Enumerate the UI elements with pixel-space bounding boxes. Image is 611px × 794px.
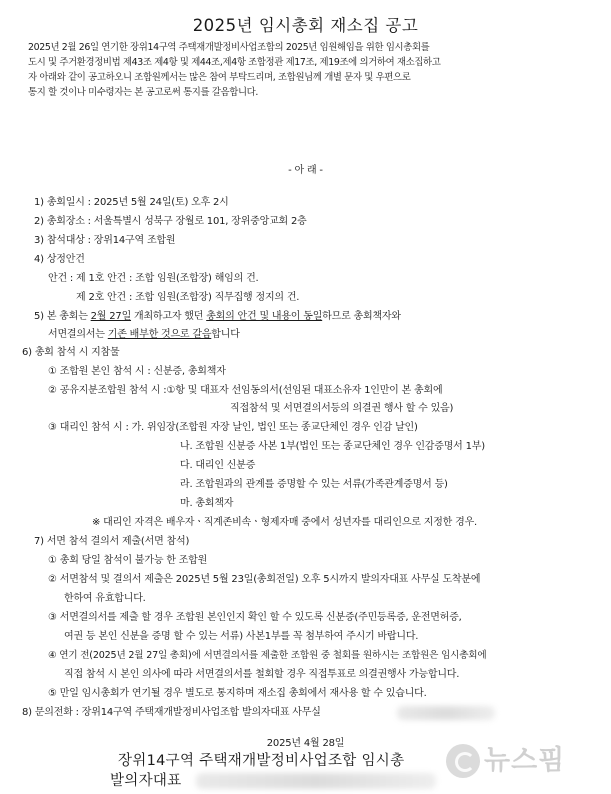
item-6-3-line-3: 다. 대리인 신분증 <box>180 460 256 471</box>
item-6-3-line-1: ③ 대리인 참석 시 : 가. 위임장(조합원 자장 날인, 법인 또는 종교단체인 경우 인감 날인) <box>48 422 418 433</box>
item-6-note: ※ 대리인 자격은 배우자ㆍ직계존비속ㆍ형제자매 중에서 성년자를 대리인으로 지정한 경우. <box>92 517 478 528</box>
item-6-3-line-5: 마. 총회책자 <box>180 498 234 509</box>
item-5-date-underlined: 2월 27일 <box>90 311 132 322</box>
section-heading: - 아 래 - <box>288 165 323 176</box>
intro-line-2: 도시 및 주거환경정비법 제43조 제4항 및 제44조,제4항 조합정관 제17조, 제19조에 의거하여 재소집하고 <box>28 57 441 68</box>
item-5-same-agenda-underlined: 총회의 안건 및 내용이 동일 <box>206 311 323 322</box>
redacted-phone <box>397 706 495 720</box>
watermark-text: 뉴스핌 <box>484 745 566 776</box>
item-5-text: 서면결의서는 <box>48 329 108 340</box>
item-8-contact-text: 8) 문의전화 : 장위14구역 주택재개발정비사업조합 발의자대표 사무실 <box>22 707 321 718</box>
issuer-line-1: 장위14구역 주택재개발정비사업조합 임시총 <box>118 753 405 769</box>
intro-line-1: 2025년 2월 26일 연기한 장위14구역 주택재개발정비사업조합의 2025년 임원해임을 위한 임시총회를 <box>28 42 430 53</box>
item-6-3-line-4: 라. 조합원과의 관계를 증명할 수 있는 서류(가족관계증명서 등) <box>180 479 448 490</box>
newspim-logo-icon <box>446 744 480 778</box>
item-4-agenda: 4) 상정안건 <box>34 254 85 265</box>
item-6-heading: 6) 총회 참석 시 지참물 <box>22 347 120 358</box>
item-5-line-2 <box>48 329 240 341</box>
item-5-existing-underlined: 기존 배부한 것으로 갈음 <box>107 329 212 340</box>
notice-date: 2025년 4월 28일 <box>266 738 345 749</box>
item-6-1: ① 조합원 본인 참석 시 : 신분증, 총회책자 <box>48 366 226 377</box>
agenda-item-1: 안건 : 제 1호 안건 : 조합 임원(조합장) 해임의 건. <box>48 273 259 284</box>
item-7-4-line-1: ④ 연기 전(2025년 2월 27일 총회)에 서면결의서를 제출한 조합원 중 철회를 원하시는 조합원은 임시총회에 <box>48 650 487 661</box>
item-8-contact <box>22 707 321 719</box>
item-3-attendees: 3) 참석대상 : 장위14구역 조합원 <box>34 235 176 246</box>
issuer-line-2: 발의자대표 <box>110 773 182 789</box>
item-6-2-line-1: ② 공유지분조합원 참석 시 :①항 및 대표자 선임동의서(선임된 대표소유자 1인만이 본 총회에 <box>48 385 443 396</box>
item-7-3-line-1: ③ 서면결의서를 제출 할 경우 조합원 본인인지 확인 할 수 있도록 신분증(주민등록증, 운전면허증, <box>48 612 462 623</box>
item-7-4-line-2: 직접 참석 시 본인 의사에 따라 서면결의서를 철회할 경우 직접투표로 의결권행사 가능합니다. <box>64 669 460 680</box>
item-2-venue: 2) 총회장소 : 서울특별시 성북구 장월로 101, 장위중앙교회 2층 <box>34 216 307 227</box>
item-7-1: ① 총회 당일 참석이 불가능 한 조합원 <box>48 555 208 566</box>
item-5-text: 5) 본 총회는 <box>34 311 91 322</box>
watermark <box>446 742 606 786</box>
item-1-datetime: 1) 총회일시 : 2025년 5월 24일(토) 오후 2시 <box>34 197 229 208</box>
redacted-name <box>196 773 436 789</box>
item-5-text: 개최하고자 했던 <box>131 311 207 322</box>
item-6-3-line-2: 나. 조합원 신분증 사본 1부(법인 또는 종교단체인 경우 인감증명서 1부) <box>180 441 485 452</box>
item-5-line-1 <box>34 311 401 323</box>
notice-title: 2025년 임시총회 재소집 공고 <box>192 16 419 35</box>
item-6-2-line-2: 직접참석 및 서면결의서등의 의결권 행사 할 수 있음) <box>230 403 454 414</box>
intro-line-3: 자 아래와 같이 공고하오니 조합원께서는 많은 참여 부탁드리며, 조합원님께 개별 문자 및 우편으로 <box>28 72 411 83</box>
item-5-text: 하므로 총회책자와 <box>322 311 401 322</box>
item-7-2-line-2: 한하여 유효합니다. <box>64 593 146 604</box>
item-7-heading: 7) 서면 참석 결의서 제출(서면 참석) <box>34 536 190 547</box>
intro-line-4: 통지 할 것이나 미수령자는 본 공고로써 통지를 갈음합니다. <box>28 87 258 98</box>
item-7-5: ⑤ 만일 임시총회가 연기될 경우 별도로 통지하며 재소집 총회에서 재사용 할 수 있습니다. <box>48 688 427 699</box>
item-7-3-line-2: 여권 등 본인 신분을 증명 할 수 있는 서류) 사본1부를 꼭 첨부하여 주시기 바랍니다. <box>64 631 419 642</box>
agenda-item-2: 제 2호 안건 : 조합 임원(조합장) 직무집행 정지의 건. <box>76 292 300 303</box>
item-5-text: 합니다 <box>211 329 240 340</box>
item-7-2-line-1: ② 서면참석 및 결의서 제출은 2025년 5월 23일(총회전일) 오후 5시까지 발의자대표 사무실 도착분에 <box>48 574 481 585</box>
